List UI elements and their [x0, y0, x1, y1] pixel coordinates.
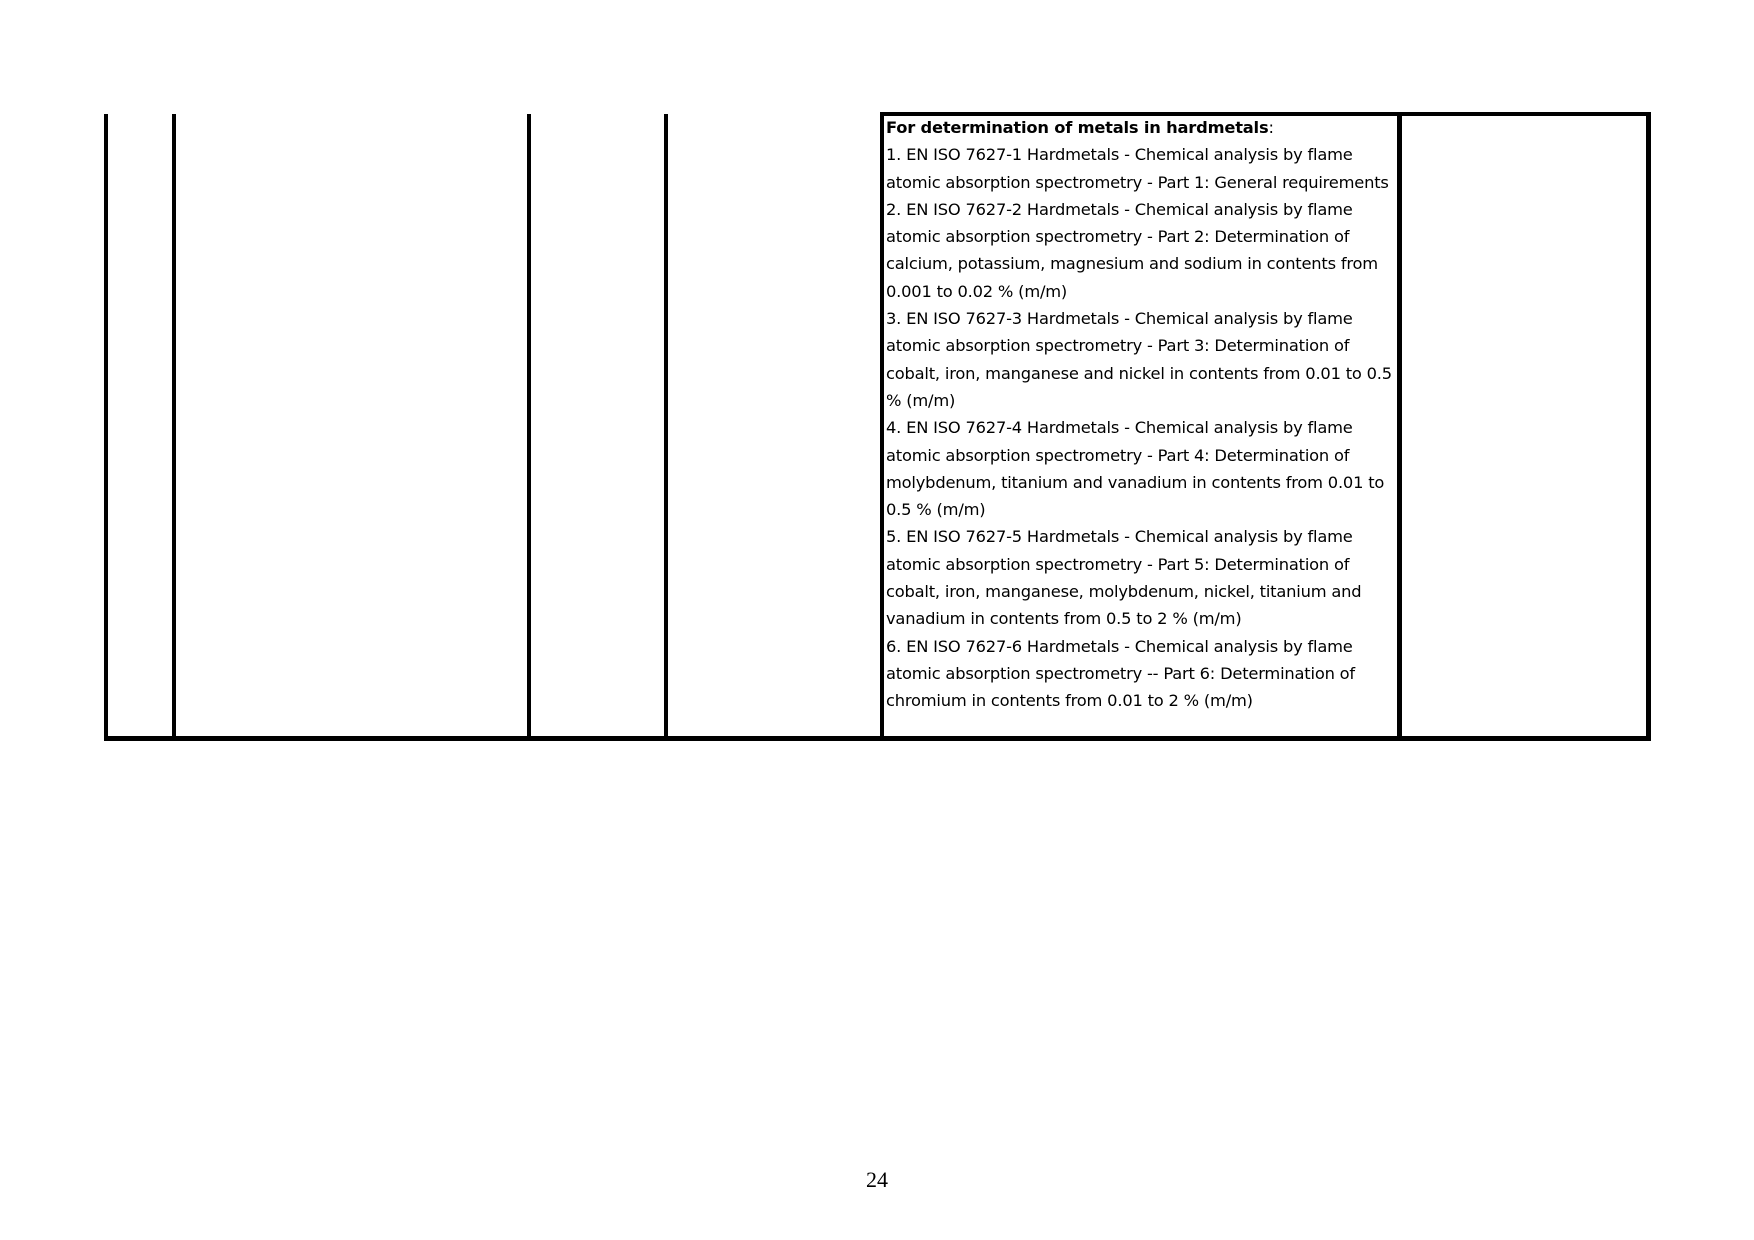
column-border-4 [664, 114, 668, 740]
methods-heading: For determination of metals in hardmetals [886, 118, 1269, 137]
column-border-7 [1646, 112, 1651, 740]
column-border-2 [172, 114, 176, 740]
method-item-5: 5. EN ISO 7627-5 Hardmetals - Chemical analysis by flame atomic absorption spectrometry - Part 5: Determination of cobalt, iron, manganese, molybdenum, nickel, titanium and vanadium in contents from 0.5 to 2 % (m/m) [886, 527, 1362, 629]
methods-cell [886, 114, 1400, 739]
column-border-1 [104, 114, 108, 740]
method-item-2: 2. EN ISO 7627-2 Hardmetals - Chemical analysis by flame atomic absorption spectrometry - Part 2: Determination of calcium, potassium, magnesium and sodium in contents from 0.001 to 0.02 % (m/m) [886, 199, 1378, 301]
method-item-6: 6. EN ISO 7627-6 Hardmetals - Chemical analysis by flame atomic absorption spectrometry -- Part 6: Determination of chromium in contents from 0.01 to 2 % (m/m) [886, 636, 1355, 711]
column-border-5 [880, 112, 884, 740]
page-number: 24 [866, 1167, 888, 1192]
column-border-3 [527, 114, 531, 740]
table-bottom-border [104, 736, 1651, 741]
method-item-4: 4. EN ISO 7627-4 Hardmetals - Chemical analysis by flame atomic absorption spectrometry - Part 4: Determination of molybdenum, titanium and vanadium in contents from 0.01 to 0.5 % (m/m) [886, 418, 1385, 520]
method-item-3: 3. EN ISO 7627-3 Hardmetals - Chemical analysis by flame atomic absorption spectrometry - Part 3: Determination of cobalt, iron, manganese and nickel in contents from 0.01 to 0.5 % (m/m) [886, 309, 1392, 410]
method-item-1: 1. EN ISO 7627-1 Hardmetals - Chemical analysis by flame atomic absorption spectrometry - Part 1: General requirements [886, 145, 1389, 192]
methods-heading-line [886, 114, 1400, 141]
methods-heading-colon: : [1268, 118, 1274, 137]
